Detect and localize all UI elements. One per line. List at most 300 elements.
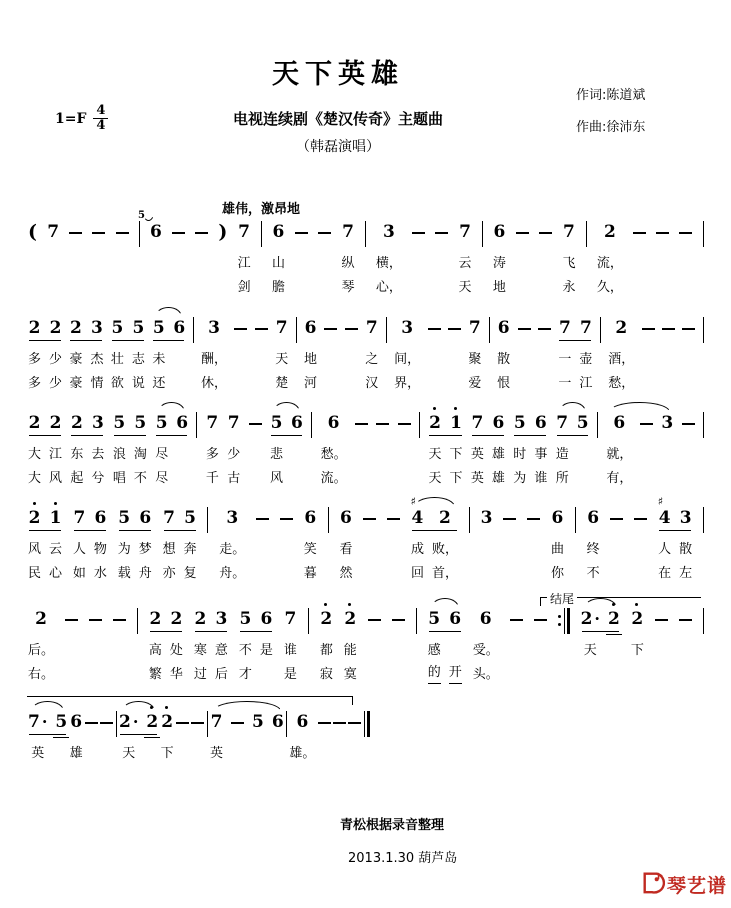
lyric-verse1: 云: [458, 256, 472, 271]
lyric-verse1: 天: [122, 746, 136, 761]
note-digit: 3: [401, 318, 414, 338]
note-unit: [65, 607, 78, 677]
sharp-icon: ♯: [410, 495, 416, 508]
note-unit: [284, 607, 297, 687]
note-cell: [579, 316, 592, 396]
duration-dash: [610, 518, 623, 520]
note-unit: [85, 710, 98, 780]
barline: [703, 412, 704, 438]
note-unit: [304, 506, 317, 586]
music-system-4: [28, 495, 704, 586]
lyric-verse2: 是: [283, 667, 297, 682]
note-group: [428, 607, 462, 689]
dash-cell: [280, 506, 293, 576]
dash-cell: [368, 607, 381, 677]
dash-cell: [428, 316, 441, 386]
note-group: [657, 495, 693, 586]
lyric-verse2: 永: [562, 280, 576, 295]
note-digit: 2: [439, 508, 451, 528]
barline: [137, 608, 138, 634]
dash-cell: [100, 710, 113, 780]
note-unit: [387, 506, 400, 576]
lyric-verse1: 走。: [219, 542, 246, 557]
note-digit: 5: [155, 413, 168, 433]
note-cell: [28, 316, 41, 396]
note-digit: 6: [327, 413, 340, 433]
note-cell: [119, 710, 138, 790]
lyric-verse1: 尽: [155, 447, 169, 462]
dash-cell: [65, 607, 78, 677]
note-digit: 3: [383, 222, 395, 242]
lyric-verse2: 首，: [431, 566, 458, 581]
lyric-verse1: 后。: [28, 643, 55, 658]
note-digit: 3: [226, 508, 239, 528]
note-digit: 3: [92, 413, 104, 433]
music-system-3: [28, 411, 704, 491]
note-group: [28, 316, 62, 396]
note-digit: 5: [576, 413, 589, 433]
note-unit: [510, 607, 523, 677]
dash-cell: [176, 710, 189, 780]
barline: [386, 317, 387, 343]
logo-text: 琴艺谱: [666, 874, 727, 897]
final-barline: [364, 711, 370, 737]
note-unit: [597, 220, 623, 300]
lyric-verse2: 暮: [303, 566, 317, 581]
note-digit: 5: [113, 413, 126, 433]
dash-cell: [324, 316, 337, 386]
note-cell: [270, 411, 283, 491]
note-unit: [655, 607, 668, 677]
lyric-verse1: 天: [428, 447, 442, 462]
meter-denominator: 4: [93, 118, 108, 133]
lyric-verse2: 雄: [491, 471, 505, 486]
lyric-verse2: 爱: [468, 376, 482, 391]
note-digit: 6: [272, 222, 285, 242]
tempo-marking: 雄伟，激昂地: [222, 202, 301, 217]
note-cell: [170, 607, 183, 687]
note-unit: [304, 316, 317, 396]
lyric-verse2: 华: [169, 667, 183, 682]
note-cell: [90, 316, 103, 396]
note-unit: [320, 607, 333, 687]
note-cell: [132, 316, 145, 396]
duration-dash: [113, 619, 126, 621]
note-group: [113, 411, 147, 491]
parenthesis: (: [28, 221, 37, 243]
lyric-verse1: 终: [586, 542, 600, 557]
lyric-verse1: 横，: [375, 256, 402, 271]
note-unit: [679, 607, 692, 677]
duration-dash: [633, 232, 646, 234]
note-cell: [289, 710, 315, 790]
dash-cell: [116, 220, 129, 290]
note-cell: [459, 220, 472, 300]
lyric-verse1: 都: [319, 643, 333, 658]
repeat-dots: [558, 608, 562, 634]
dash-cell: [318, 710, 331, 780]
lyric-verse2: 水: [93, 566, 107, 581]
duration-dash: [392, 619, 405, 621]
note-unit: [473, 607, 499, 687]
duration-dash: [69, 232, 82, 234]
note-unit: [562, 220, 575, 300]
note-cell: [365, 316, 378, 396]
lyric-verse2: 有，: [606, 471, 633, 486]
note-cell: [137, 210, 162, 300]
duration-dash: [65, 619, 78, 621]
dash-cell: [398, 411, 411, 481]
note-cell: [49, 316, 62, 396]
note-unit: [272, 220, 285, 300]
note-group: [73, 506, 107, 586]
note-group: [28, 411, 62, 491]
lyric-verse1: 谁: [283, 643, 297, 658]
barline: [308, 608, 309, 634]
lyric-verse1: 雄: [491, 447, 505, 462]
note-cell: [28, 607, 54, 687]
lyric-verse2: 天: [428, 471, 442, 486]
lyric-verse2: 说: [131, 376, 145, 391]
note-digit: 2: [170, 609, 183, 629]
dash-cell: [256, 506, 269, 576]
duration-dash: [195, 232, 208, 234]
note-digit: 7: [558, 318, 571, 338]
note-digit: 7: [471, 413, 484, 433]
note-digit: 6: [534, 413, 547, 433]
note-cell: [155, 411, 168, 491]
note-unit: [206, 411, 219, 491]
note-group: [28, 506, 62, 586]
lyric-verse1: 大: [28, 447, 42, 462]
composer-credit: 作曲:徐沛东: [576, 120, 646, 135]
note-group: [70, 411, 104, 491]
duration-dash: [398, 423, 411, 425]
lyric-verse2: 大: [28, 471, 42, 486]
lyric-verse1: 看: [339, 542, 353, 557]
lyric-verse2: 千: [205, 471, 219, 486]
note-digit: 2: [35, 609, 47, 629]
lyric-verse2: 谁: [534, 471, 548, 486]
barline: [586, 221, 587, 247]
dash-cell: [682, 316, 695, 386]
dash-cell: [89, 607, 102, 677]
lyric-verse2: 然: [339, 566, 353, 581]
barline: [703, 608, 704, 634]
note-unit: [318, 220, 331, 290]
note-unit: [318, 710, 331, 780]
dash-cell: [363, 506, 376, 576]
lyric-verse2: 右。: [28, 667, 55, 682]
note-group: [581, 607, 620, 687]
note-unit: [344, 607, 357, 687]
note-cell: [91, 411, 104, 491]
note-cell: [47, 220, 59, 300]
dash-cell: [412, 220, 425, 290]
duration-dash: [518, 328, 531, 330]
lyric-verse1: 人: [72, 542, 86, 557]
note-group: [119, 710, 158, 790]
note-unit: [534, 607, 547, 677]
note-cell: [657, 495, 672, 586]
note-digit: 1: [450, 413, 462, 433]
dash-cell: [679, 220, 692, 290]
lyric-verse2: 膽: [271, 280, 285, 295]
note-unit: [516, 220, 529, 290]
music-system-5: [28, 607, 704, 689]
note-digit: 2: [28, 508, 41, 528]
barline: [489, 317, 490, 343]
lyric-verse1: 纵: [341, 256, 355, 271]
note-cell: [661, 411, 673, 491]
dash-cell: [333, 710, 346, 780]
dash-cell: [642, 316, 655, 386]
note-cell: [304, 316, 317, 396]
lyric-verse1: 江: [237, 256, 251, 271]
duration-dash: [662, 328, 675, 330]
note-digit: 2: [161, 712, 174, 732]
note-cell: [139, 506, 152, 586]
duration-dash: [85, 722, 98, 724]
note-cell: [227, 411, 240, 491]
note-digit: 2 ·: [580, 609, 600, 629]
note-unit: [333, 710, 346, 780]
music-system-1: [28, 210, 704, 300]
note-digit: 3: [215, 609, 228, 629]
note-digit: 5: [134, 413, 147, 433]
lyric-verse1: 飞: [562, 256, 576, 271]
note-unit: [92, 220, 105, 290]
lyric-verse1: 天: [275, 352, 289, 367]
barline: [116, 711, 117, 737]
note-unit: [355, 411, 368, 481]
note-digit: 2: [70, 413, 83, 433]
note-cell: [161, 710, 174, 790]
lyric-verse1: 一: [558, 352, 572, 367]
note-digit: 6: [587, 508, 600, 528]
note-group: [111, 316, 145, 396]
note-cell: [562, 220, 575, 300]
lyric-verse1: 高: [148, 643, 162, 658]
dash-cell: [503, 506, 516, 576]
lyric-verse2: 休，: [200, 376, 227, 391]
lyric-verse2: 久，: [596, 280, 623, 295]
note-cell: [176, 411, 188, 491]
lyric-verse1: 英: [31, 746, 45, 761]
lyric-verse2: 舟: [138, 566, 152, 581]
note-cell: [146, 710, 158, 790]
barline: [703, 317, 704, 343]
lyric-verse1: 豪: [69, 352, 83, 367]
lyric-verse2: 楚: [275, 376, 289, 391]
lyric-verse2: 民: [28, 566, 42, 581]
key-label: 1=F: [55, 110, 87, 127]
barline: [597, 412, 598, 438]
lyric-verse2: 一: [558, 376, 572, 391]
note-unit: [69, 220, 82, 290]
note-group: [28, 710, 67, 790]
lyric-verse2: 尽: [155, 471, 169, 486]
date-place-line: 2013.1.30 葫芦岛: [348, 851, 458, 866]
duration-dash: [376, 423, 389, 425]
note-unit: [172, 220, 185, 290]
note-digit: 5: [270, 413, 283, 433]
note-digit: 7: [556, 413, 569, 433]
barline: [416, 608, 417, 634]
note-group: [210, 710, 284, 790]
note-unit: [682, 411, 695, 481]
lyric-verse2: 英: [470, 471, 484, 486]
duration-dash: [280, 518, 293, 520]
lyric-verse1: 江: [49, 447, 63, 462]
lyric-verse2: 起: [70, 471, 84, 486]
dash-cell: [348, 710, 361, 780]
note-cell: [69, 316, 82, 396]
note-unit: [238, 220, 251, 300]
lyric-verse1: 未: [152, 352, 166, 367]
note-unit: [682, 316, 695, 386]
note-digit: 6 5: [150, 220, 162, 244]
dash-cell: [662, 316, 675, 386]
duration-dash: [656, 232, 669, 234]
note-unit: [280, 506, 293, 576]
note-cell: [284, 607, 297, 687]
note-cell: [49, 506, 62, 586]
lyric-verse2: 还: [152, 376, 166, 391]
lyric-verse2: 的: [428, 663, 441, 684]
note-cell: [321, 411, 347, 491]
note-digit: 3: [91, 318, 103, 338]
lyric-verse1: 少: [227, 447, 241, 462]
note-digit: 7: [563, 222, 575, 242]
lyric-verse2: 你: [550, 566, 564, 581]
lyric-verse1: 浪: [112, 447, 126, 462]
note-digit: 5: [55, 712, 68, 732]
note-unit: [503, 506, 516, 576]
duration-dash: [92, 232, 105, 234]
lyric-verse1: 去: [91, 447, 105, 462]
note-cell: [239, 607, 252, 687]
note-group: [410, 495, 458, 586]
thin-bar: [564, 608, 565, 634]
note-cell: [134, 411, 147, 491]
lyric-verse1: 奔: [183, 542, 197, 557]
barline: [207, 711, 208, 737]
note-cell: [173, 316, 185, 396]
lyric-verse1: 就，: [606, 447, 633, 462]
note-cell: [608, 607, 620, 687]
note-cell: [450, 411, 463, 491]
page-title: 天下英雄: [272, 59, 404, 90]
duration-dash: [318, 232, 331, 234]
note-digit: 7: [275, 318, 288, 338]
note-digit: 6: [492, 413, 505, 433]
note-cell: [468, 316, 481, 396]
note-unit: [642, 316, 655, 386]
duration-dash: [448, 328, 461, 330]
note-unit: [538, 316, 551, 386]
note-unit: [365, 316, 378, 396]
note-unit: [100, 710, 113, 780]
note-digit: 6: [173, 318, 186, 338]
note-cell: [558, 316, 571, 396]
lyric-verse1: 山: [271, 256, 285, 271]
lyric-verse1: 梦: [138, 542, 152, 557]
lyric-verse1: 地: [304, 352, 318, 367]
lyric-verse2: 不: [133, 471, 147, 486]
lyric-verse1: 酒，: [608, 352, 635, 367]
lyric-verse1: 想: [162, 542, 176, 557]
note-cell: [631, 607, 644, 687]
note-unit: [551, 506, 564, 586]
lyric-verse2: 如: [72, 566, 86, 581]
barline: [261, 221, 262, 247]
note-unit: [610, 506, 623, 576]
note-digit: 7: [459, 222, 471, 242]
sharp-icon: ♯: [657, 495, 664, 508]
duration-dash: [345, 328, 358, 330]
dash-cell: [610, 506, 623, 576]
dash-cell: [172, 220, 185, 290]
note-cell: [344, 607, 357, 687]
dash-cell: [69, 220, 82, 290]
lyric-verse1: 败，: [431, 542, 458, 557]
note-cell: [320, 607, 333, 687]
note-group: [558, 316, 592, 396]
note-unit: [348, 710, 361, 780]
note-cell: [28, 411, 41, 491]
note-unit: [70, 710, 83, 790]
note-digit: 7: [73, 508, 86, 528]
duration-dash: [176, 722, 189, 724]
qinyipu-logo[interactable]: [641, 870, 727, 898]
note-unit: [376, 220, 402, 300]
lyric-verse1: 是: [259, 643, 273, 658]
note-digit: 7: [210, 712, 223, 732]
note-unit: [376, 411, 389, 481]
lyric-verse1: 事: [534, 447, 548, 462]
note-cell: [201, 316, 227, 396]
note-digit: 5: [152, 318, 165, 338]
note-unit: [201, 316, 227, 396]
dash-cell: [527, 506, 540, 576]
lyric-verse1: 淘: [133, 447, 147, 462]
lyric-verse1: 杰: [90, 352, 104, 367]
note-unit: [249, 411, 262, 481]
note-unit: [368, 607, 381, 677]
note-cell: [70, 710, 83, 790]
lyric-verse2: 剑: [237, 280, 251, 295]
note-group: [239, 607, 273, 687]
lyric-verse2: 为: [513, 471, 527, 486]
note-cell: [219, 506, 245, 586]
note-digit: 5: [118, 508, 131, 528]
lyric-verse2: 豪: [69, 376, 83, 391]
note-group: [513, 411, 547, 491]
note-digit: 5: [428, 609, 441, 629]
note-digit: 2: [608, 609, 620, 629]
note-digit: 7: [227, 413, 240, 433]
note-unit: [28, 607, 54, 687]
note-digit: 3: [679, 508, 692, 528]
note-cell: [339, 506, 352, 586]
lyric-verse1: 雄。: [289, 746, 316, 761]
lyric-verse1: 寒: [193, 643, 207, 658]
dash-cell: [318, 220, 331, 290]
dash-cell: [392, 607, 405, 677]
note-unit: [633, 220, 646, 290]
lyric-verse1: 笑: [303, 542, 317, 557]
